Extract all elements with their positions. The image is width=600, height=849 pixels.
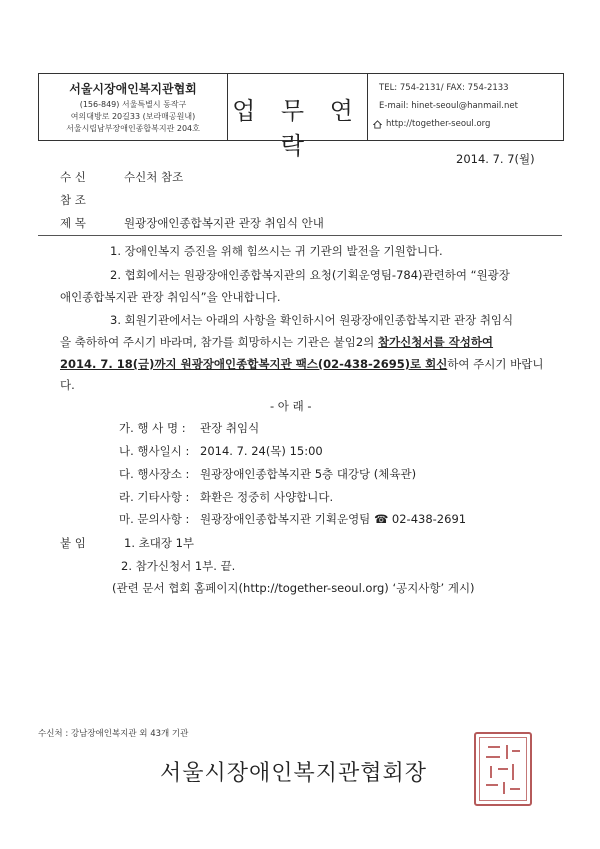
letterhead-title-cell (227, 74, 368, 160)
detail-value-other: 화환은 정중히 사양합니다. (200, 490, 334, 504)
paragraph-3-line-4: 다. (60, 378, 75, 392)
org-name: 서울시장애인복지관협회 (69, 82, 197, 96)
signature-title: 서울시장애인복지관협회장 (160, 761, 428, 786)
detail-value-datetime: 2014. 7. 24(목) 15:00 (200, 444, 323, 458)
detail-label-event-name: 가. 행 사 명 : (119, 421, 186, 435)
related-note: (관련 문서 협회 홈페이지(http://together-seoul.org) ‘공지사항’ 게시) (112, 581, 475, 595)
detail-label-venue: 다. 행사장소 : (119, 467, 190, 481)
paragraph-3-line-3 (60, 356, 544, 372)
attachment-item-2: 2. 참가신청서 1부. 끝. (121, 559, 236, 573)
to-value: 수신처 참조 (124, 170, 184, 184)
homepage-link[interactable]: http://together-seoul.org (386, 119, 491, 129)
address-line-2: 여의대방로 20길33 (보라매공원내) (70, 112, 196, 121)
detail-label-other: 라. 기타사항 : (119, 490, 190, 504)
home-icon (373, 120, 382, 129)
letterhead-contact-cell (367, 74, 563, 140)
tel-fax: TEL: 754-2131/ FAX: 754-2133 (379, 83, 509, 93)
deadline-emphasis: 2014. 7. 18(금)까지 원광장애인종합복지관 팩스(02-438-2695)로 회신 (60, 357, 448, 371)
recipients-list: 수신처 : 강남장애인복지관 외 43개 기관 (38, 729, 189, 739)
paragraph-3-line-2 (60, 334, 493, 350)
to-label: 수 신 (60, 170, 86, 184)
address-line-3: 서울시립남부장애인종합복지관 204호 (66, 124, 200, 133)
letterhead-org-cell (39, 74, 228, 140)
below-heading: - 아 래 - (270, 399, 312, 413)
paragraph-1: 1. 장애인복지 증진을 위해 힘쓰시는 귀 기관의 발전을 기원합니다. (110, 244, 443, 258)
paragraph-2-line-2: 애인종합복지관 관장 취임식”을 안내합니다. (60, 290, 281, 304)
detail-value-venue: 원광장애인종합복지관 5층 대강당 (체육관) (200, 467, 417, 481)
ref-label: 참 조 (60, 193, 86, 207)
subject-value: 원광장애인종합복지관 관장 취임식 안내 (124, 216, 324, 230)
detail-value-event-name: 관장 취임식 (200, 421, 260, 435)
subject-label: 제 목 (60, 216, 86, 230)
paragraph-2-line-1: 2. 협회에서는 원광장애인종합복지관의 요청(기획운영팀-784)관련하여 “원광장 (110, 268, 510, 282)
attachment-item-1: 1. 초대장 1부 (124, 536, 195, 550)
detail-label-inquiry: 마. 문의사항 : (119, 512, 190, 526)
application-form-emphasis: 참가신청서를 작성하여 (377, 335, 494, 349)
header-divider (38, 235, 562, 236)
address-line-1: (156-849) 서울특별시 동작구 (79, 100, 187, 109)
memo-title: 업 무 연 락 (232, 97, 362, 160)
paragraph-3-line-2-text: 을 축하하여 주시기 바라며, 참가를 희망하시는 기관은 붙임2의 (60, 335, 378, 349)
paragraph-3-line-1: 3. 회원기관에서는 아래의 사항을 확인하시어 원광장애인종합복지관 관장 취임식 (110, 313, 514, 327)
paragraph-3-line-3-text: 하여 주시기 바랍니 (447, 357, 544, 371)
document-date: 2014. 7. 7(월) (456, 152, 535, 166)
detail-label-datetime: 나. 행사일시 : (119, 444, 190, 458)
detail-value-inquiry: 원광장애인종합복지관 기획운영팀 ☎ 02-438-2691 (200, 512, 467, 526)
email: E-mail: hinet-seoul@hanmail.net (379, 101, 518, 111)
official-seal (474, 732, 532, 806)
attachment-label: 붙 임 (60, 536, 86, 550)
